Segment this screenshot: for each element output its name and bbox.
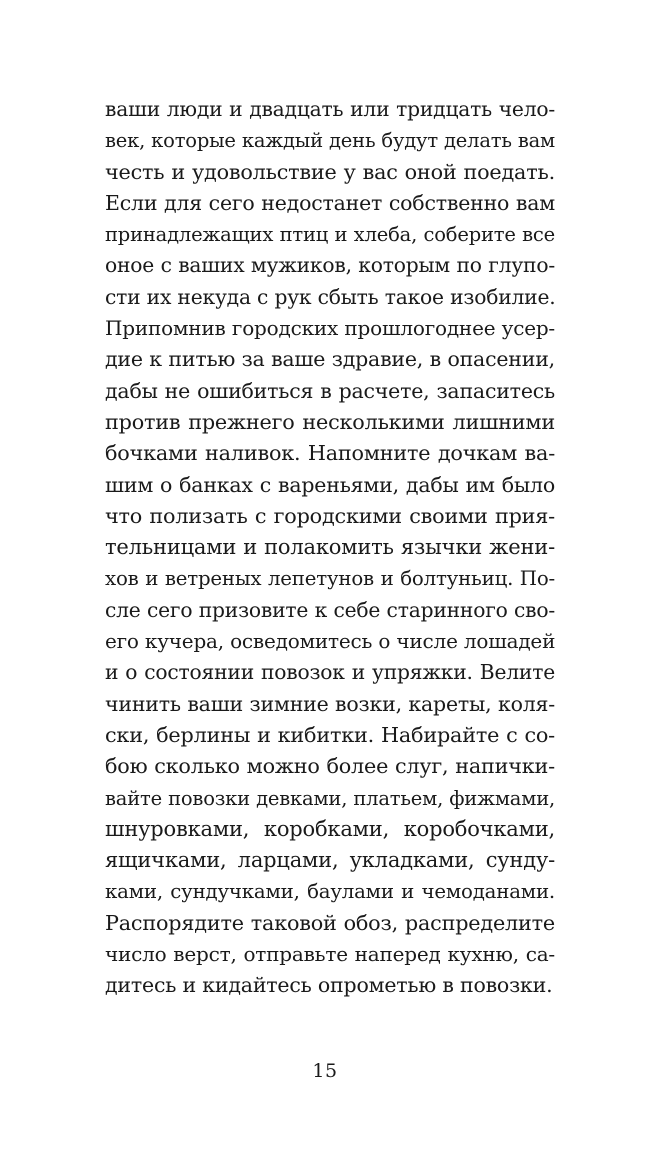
text-line: шнуровками, коробками, коробочками, <box>105 816 555 841</box>
text-line: дитесь и кидайтесь опрометью в повозки. <box>105 973 553 998</box>
text-line: дие к питью за ваше здравие, в опасении, <box>105 347 555 372</box>
text-line: Распорядите таковой обоз, распределите <box>105 910 555 935</box>
text-line: бою сколько можно более слуг, напички- <box>105 754 555 779</box>
text-line: сле сего призовите к себе старинного сво- <box>105 597 555 622</box>
text-line: сти их некуда с рук сбыть такое изобилие. <box>105 284 556 309</box>
text-line: дабы не ошибиться в расчете, запаситесь <box>105 378 555 403</box>
text-line: оное с ваших мужиков, которым по глупо- <box>105 253 555 278</box>
text-line: против прежнего несколькими лишними <box>105 409 555 434</box>
text-line: чинить ваши зимние возки, кареты, коля- <box>105 691 555 716</box>
text-line: число верст, отправьте наперед кухню, са- <box>105 942 555 967</box>
text-line: его кучера, осведомитесь о числе лошадей <box>105 629 556 654</box>
text-line: ваши люди и двадцать или тридцать чело- <box>105 97 555 121</box>
text-line: Припомнив городских прошлогоднее усер- <box>105 316 555 341</box>
text-line: честь и удовольствие у вас оной поедать. <box>105 159 555 184</box>
body-text <box>105 94 555 1002</box>
text-line: ящичками, ларцами, укладками, сунду- <box>105 848 555 873</box>
text-line: шим о банках с вареньями, дабы им было <box>105 472 555 497</box>
text-line: принадлежащих птиц и хлеба, соберите все <box>105 223 555 247</box>
text-line: хов и ветреных лепетунов и болтуньиц. По- <box>105 567 555 591</box>
text-line: бочками наливок. Напомните дочкам ва- <box>105 441 555 466</box>
text-line: век, которые каждый день будут делать вам <box>105 129 555 153</box>
text-line: что полизать с городскими своими прия- <box>105 503 555 528</box>
text-line: тельницами и полакомить язычки жени- <box>105 535 555 560</box>
text-line: Если для сего недостанет собственно вам <box>105 190 555 215</box>
text-line: и о состоянии повозок и упряжки. Велите <box>105 660 555 685</box>
text-line: ски, берлины и кибитки. Набирайте с со- <box>105 722 555 747</box>
page-number: 15 <box>312 1060 338 1082</box>
text-line: вайте повозки девками, платьем, фижмами, <box>105 786 555 810</box>
text-line: ками, сундучками, баулами и чемоданами. <box>105 880 555 904</box>
